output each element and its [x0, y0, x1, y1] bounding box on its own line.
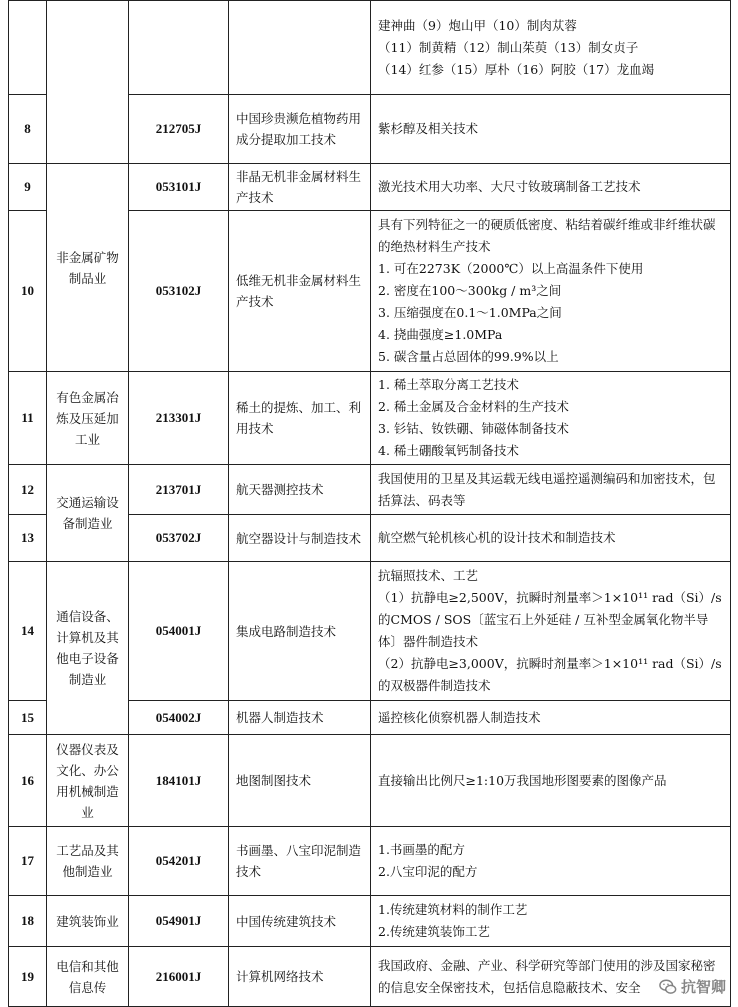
- description-cell: [371, 735, 731, 827]
- description-cell: [371, 211, 731, 372]
- technology-code: 054002J: [129, 701, 229, 735]
- description-cell: [371, 896, 731, 947]
- technology-code: 216001J: [129, 947, 229, 1007]
- description-cell: [371, 1, 731, 95]
- description-line: 紫杉醇及相关技术: [378, 121, 479, 136]
- technology-code: 054901J: [129, 896, 229, 947]
- description-line: （2）抗静电≥3,000V，抗瞬时剂量率＞1×10¹¹ rad（Si）/s 的双极器件制造技术: [378, 656, 722, 693]
- description-line: 1.传统建筑材料的制作工艺: [378, 902, 528, 917]
- description-line: 直接输出比例尺≥1:10万我国地形图要素的图像产品: [378, 772, 667, 788]
- industry-cell: [47, 1, 129, 164]
- description-line: 2.八宝印泥的配方: [378, 864, 478, 879]
- description-line: 抗辐照技术、工艺: [378, 568, 479, 583]
- watermark: [657, 976, 728, 997]
- row-number: 11: [9, 372, 47, 465]
- table-row: [9, 562, 731, 701]
- technology-catalog-table: [8, 0, 731, 1007]
- description-line: 我国政府、金融、产业、科学研究等部门使用的涉及国家秘密的信息安全保密技术，包括信息隐蔽技术、安全: [378, 957, 716, 995]
- industry-nonferrous: 有色金属冶炼及压延加工业: [47, 372, 129, 465]
- technology-name: 书画墨、八宝印泥制造技术: [229, 827, 371, 896]
- description-cell: [371, 164, 731, 211]
- table-row: [9, 465, 731, 515]
- row-number: 16: [9, 735, 47, 827]
- technology-code: 053101J: [129, 164, 229, 211]
- description-line: 4. 稀土硼酸氧钙制备技术: [378, 443, 519, 458]
- technology-code: 213301J: [129, 372, 229, 465]
- industry-decoration: 建筑装饰业: [47, 896, 129, 947]
- industry-crafts: 工艺品及其他制造业: [47, 827, 129, 896]
- description-line: 遥控核化侦察机器人制造技术: [378, 709, 541, 725]
- technology-code: 212705J: [129, 95, 229, 164]
- description-cell: [371, 827, 731, 896]
- industry-nonmetal: 非金属矿物制品业: [47, 164, 129, 372]
- technology-name: 非晶无机非金属材料生产技术: [229, 164, 371, 211]
- code-cell: [129, 1, 229, 95]
- industry-telecom-info: 电信和其他信息传: [47, 947, 129, 1007]
- table-row: [9, 164, 731, 211]
- technology-name: 地图制图技术: [229, 735, 371, 827]
- technology-code: 054201J: [129, 827, 229, 896]
- technology-name: 中国珍贵濒危植物药用成分提取加工技术: [229, 95, 371, 164]
- description-line: 1. 稀土萃取分离工艺技术: [378, 377, 519, 392]
- description-line: （11）制黄精（12）制山茱萸（13）制女贞子: [378, 39, 639, 55]
- table-row: [9, 735, 731, 827]
- row-number: 14: [9, 562, 47, 701]
- description-line: 4. 挠曲强度≥1.0MPa: [378, 327, 503, 342]
- technology-name: 航空器设计与制造技术: [229, 515, 371, 562]
- watermark-text: 抗智卿: [680, 978, 726, 996]
- row-number: 17: [9, 827, 47, 896]
- description-line: 2. 密度在100～300kg / m³之间: [378, 283, 562, 298]
- description-cell: [371, 465, 731, 515]
- description-line: 我国使用的卫星及其运载无线电遥控遥测编码和加密技术，包括算法、码表等: [378, 470, 716, 508]
- description-line: 2.传统建筑装饰工艺: [378, 924, 490, 939]
- technology-name: 集成电路制造技术: [229, 562, 371, 701]
- description-line: 5. 碳含量占总固体的99.9%以上: [378, 349, 559, 364]
- description-line: 激光技术用大功率、大尺寸钕玻璃制备工艺技术: [378, 179, 641, 194]
- table-row: [9, 372, 731, 465]
- description-line: 航空燃气轮机核心机的设计技术和制造技术: [378, 530, 616, 545]
- description-cell: [371, 515, 731, 562]
- technology-code: 053702J: [129, 515, 229, 562]
- wechat-icon: [659, 978, 677, 996]
- row-number: 9: [9, 164, 47, 211]
- technology-name-cell: [229, 1, 371, 95]
- table-row: [9, 1, 731, 95]
- table-row: [9, 827, 731, 896]
- technology-code: 213701J: [129, 465, 229, 515]
- row-number: 12: [9, 465, 47, 515]
- technology-code: 054001J: [129, 562, 229, 701]
- row-number: 18: [9, 896, 47, 947]
- technology-name: 低维无机非金属材料生产技术: [229, 211, 371, 372]
- technology-name: 机器人制造技术: [229, 701, 371, 735]
- description-line: 具有下列特征之一的硬质低密度、粘结着碳纤维或非纤维状碳的绝热材料生产技术: [378, 217, 716, 254]
- row-number: 8: [9, 95, 47, 164]
- description-line: 1.书画墨的配方: [378, 842, 465, 857]
- row-number: 13: [9, 515, 47, 562]
- description-cell: [371, 372, 731, 465]
- row-number: 10: [9, 211, 47, 372]
- row-number-cell: [9, 1, 47, 95]
- description-line: 建神曲（9）炮山甲（10）制肉苁蓉: [378, 17, 577, 33]
- technology-name: 稀土的提炼、加工、利用技术: [229, 372, 371, 465]
- description-cell: [371, 562, 731, 701]
- technology-name: 中国传统建筑技术: [229, 896, 371, 947]
- description-cell: [371, 95, 731, 164]
- industry-transport: 交通运输设备制造业: [47, 465, 129, 562]
- industry-telecom: 通信设备、计算机及其他电子设备制造业: [47, 562, 129, 735]
- technology-code: 053102J: [129, 211, 229, 372]
- technology-code: 184101J: [129, 735, 229, 827]
- description-cell: [371, 701, 731, 735]
- table-row: [9, 896, 731, 947]
- description-line: （14）红参（15）厚朴（16）阿胶（17）龙血竭: [378, 61, 655, 77]
- technology-name: 计算机网络技术: [229, 947, 371, 1007]
- description-line: （1）抗静电≥2,500V，抗瞬时剂量率＞1×10¹¹ rad（Si）/s 的CMOS / SOS〔蓝宝石上外延硅 / 互补型金属氧化物半导体〕器件制造技术: [378, 590, 722, 649]
- industry-instrument: 仪器仪表及文化、办公用机械制造业: [47, 735, 129, 827]
- row-number: 15: [9, 701, 47, 735]
- table-row: [9, 947, 731, 1007]
- description-line: 3. 压缩强度在0.1～1.0MPa之间: [378, 305, 562, 320]
- description-line: 3. 钐钴、钕铁硼、铈磁体制备技术: [378, 421, 569, 436]
- row-number: 19: [9, 947, 47, 1007]
- description-line: 1. 可在2273K（2000℃）以上高温条件下使用: [378, 261, 644, 276]
- description-line: 2. 稀土金属及合金材料的生产技术: [378, 399, 569, 414]
- technology-name: 航天器测控技术: [229, 465, 371, 515]
